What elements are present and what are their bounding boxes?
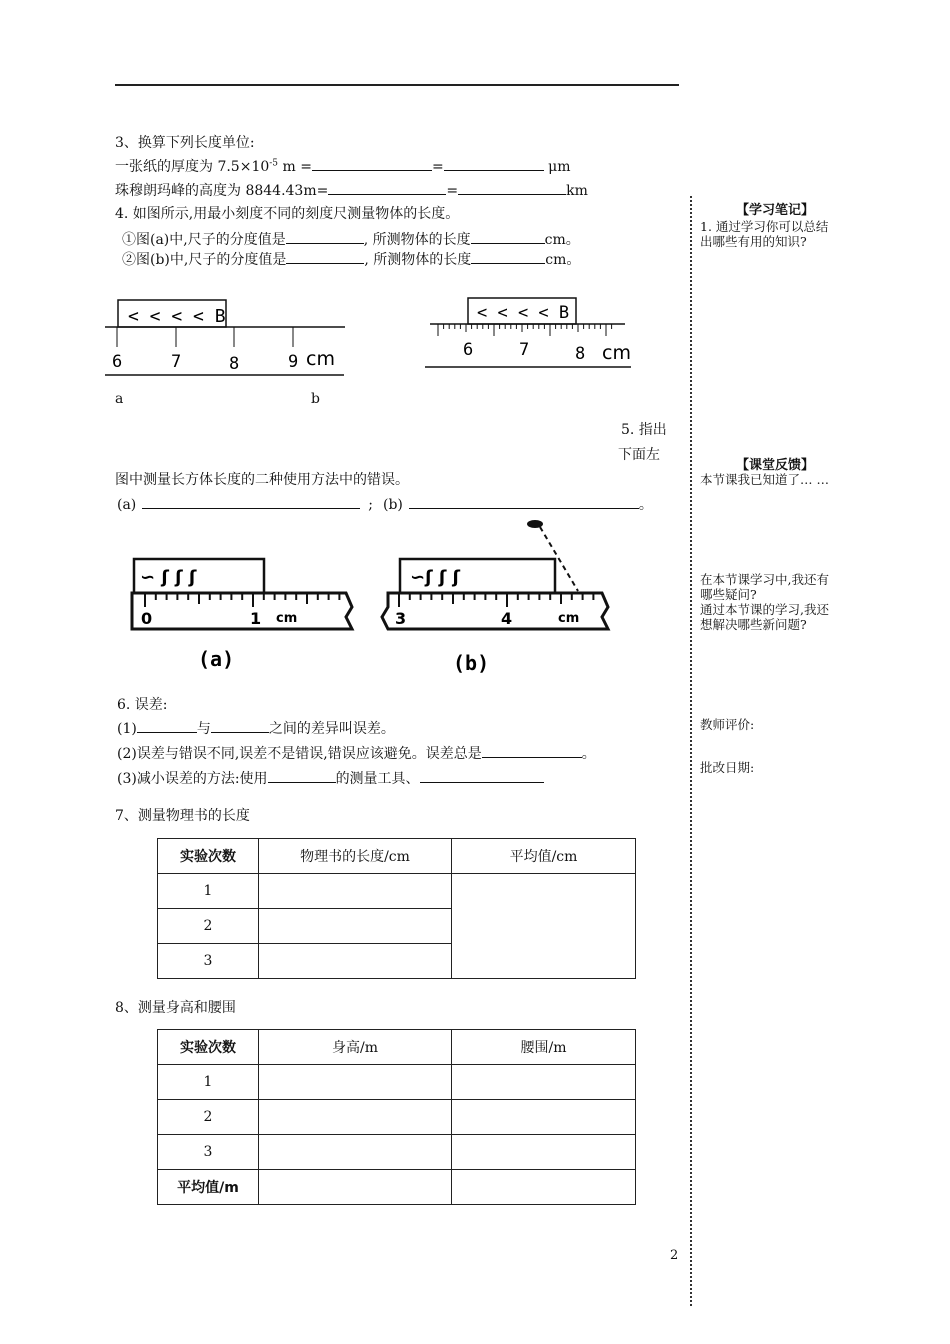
q3-blank-3[interactable]	[328, 180, 446, 195]
q8-cell-waist[interactable]	[452, 1100, 636, 1135]
q8-cell-waist[interactable]	[452, 1065, 636, 1100]
caption-b: b	[311, 391, 320, 407]
q4-l2-unit: cm。	[545, 252, 581, 268]
page-number: 2	[670, 1248, 679, 1263]
q4-blank-1[interactable]	[286, 229, 364, 244]
q3-blank-4[interactable]	[458, 180, 566, 195]
q5-block-b-marks: ∽ʃ ʃ ʃ	[410, 567, 461, 588]
q3-blank-2[interactable]	[444, 156, 544, 171]
q3-line2-text: 珠穆朗玛峰的高度为 8844.43m=	[115, 183, 329, 199]
q5-end: 。	[638, 497, 653, 513]
q5-blank-b[interactable]	[409, 494, 639, 509]
q5-ruler-b-label-1: 4	[501, 609, 513, 628]
q7-cell-average[interactable]	[452, 874, 636, 979]
q3-blank-1[interactable]	[312, 156, 432, 171]
q5-b-label: (b)	[383, 497, 403, 513]
q4-blank-4[interactable]	[471, 249, 545, 264]
q5-text-2: 下面左	[618, 447, 660, 463]
q6-l1-num: (1)	[117, 721, 137, 737]
q5-text-3: 图中测量长方体长度的二种使用方法中的错误。	[115, 472, 409, 488]
ruler-a-label-3: 9	[288, 352, 299, 372]
q3-line1	[115, 156, 571, 176]
q8-row-label: 2	[158, 1100, 259, 1135]
q4-title: 4. 如图所示,用最小刻度不同的刻度尺测量物体的长度。	[115, 206, 460, 222]
q8-cell-height[interactable]	[259, 1170, 452, 1205]
q4-l1-text: ①图(a)中,尺子的分度值是	[122, 232, 286, 248]
q8-header-waist: 腰围/m	[452, 1030, 636, 1065]
ruler-a-label-0: 6	[112, 352, 123, 372]
ruler-b-label-2: 8	[575, 344, 586, 364]
q5-sep: ;	[368, 497, 373, 513]
q5-answers	[117, 494, 653, 514]
q6-line2	[117, 743, 596, 763]
q8-row-label-average: 平均值/m	[158, 1170, 259, 1205]
feedback-text: 本节课我已知道了… …	[700, 472, 829, 487]
q6-blank-4[interactable]	[268, 768, 336, 783]
q7-title: 7、测量物理书的长度	[115, 808, 250, 824]
q8-row-label: 1	[158, 1065, 259, 1100]
q5-ruler-b-label-0: 3	[395, 609, 407, 628]
q6-line1	[117, 718, 395, 738]
ruler-a-unit: cm	[306, 348, 335, 370]
notes-title: 【学习笔记】	[735, 203, 814, 218]
q5-ruler-a-label-0: 0	[141, 609, 153, 628]
q8-cell-height[interactable]	[259, 1065, 452, 1100]
ruler-b-label-1: 7	[519, 340, 530, 360]
q6-blank-2[interactable]	[211, 718, 269, 733]
q6-blank-5[interactable]	[420, 768, 544, 783]
q3-line1-unit-m: m =	[278, 159, 312, 175]
q4-blank-2[interactable]	[471, 229, 545, 244]
q8-cell-waist[interactable]	[452, 1170, 636, 1205]
q6-l1-end: 之间的差异叫误差。	[268, 721, 395, 737]
q7-row-label: 2	[158, 909, 259, 944]
q5-block-a-marks: ∽ ʃ ʃ ʃ	[140, 567, 197, 588]
q5-ruler-a-label-1: 1	[250, 609, 262, 628]
feedback-title: 【课堂反馈】	[735, 458, 814, 473]
q8-table	[157, 1029, 636, 1205]
q5-caption-a: (a)	[198, 647, 235, 671]
q4-l2-mid: , 所测物体的长度	[364, 252, 472, 268]
header-rule	[115, 84, 679, 86]
q6-blank-3[interactable]	[482, 743, 582, 758]
q8-row-label: 3	[158, 1135, 259, 1170]
q6-title: 6. 误差:	[117, 697, 168, 713]
q6-line3	[117, 768, 544, 788]
q7-row-label: 3	[158, 944, 259, 979]
q8-cell-height[interactable]	[259, 1100, 452, 1135]
q8-cell-height[interactable]	[259, 1135, 452, 1170]
q3-line1-text: 一张纸的厚度为 7.5×10	[115, 159, 270, 175]
q5-figure-a	[128, 555, 358, 675]
block-a-label: < < < < B	[128, 306, 226, 327]
ruler-figure-b	[425, 293, 635, 373]
q5-figure-b	[378, 513, 613, 678]
q5-ruler-a-unit: cm	[276, 611, 298, 626]
ruler-a-label-1: 7	[171, 352, 182, 372]
q5-ruler-b-ticks	[399, 593, 593, 607]
q7-row-label: 1	[158, 874, 259, 909]
q4-blank-3[interactable]	[286, 249, 364, 264]
q7-cell-length[interactable]	[259, 874, 452, 909]
q6-blank-1[interactable]	[137, 718, 197, 733]
q6-l3-text: (3)减小误差的方法:使用	[117, 771, 268, 787]
q3-line2-eq: =	[446, 183, 459, 199]
q8-cell-waist[interactable]	[452, 1135, 636, 1170]
q8-header-trial: 实验次数	[158, 1030, 259, 1065]
q5-text-1: 5. 指出	[621, 422, 667, 438]
q3-exponent: -5	[269, 158, 279, 169]
grade-date: 批改日期:	[700, 760, 755, 775]
q6-l2-end: 。	[581, 746, 596, 762]
q5-ruler-a-ticks	[145, 593, 339, 607]
q3-title: 3、换算下列长度单位:	[115, 135, 255, 151]
block-b-label: < < < < B	[477, 303, 570, 323]
q8-title: 8、测量身高和腰围	[115, 1000, 236, 1016]
q4-line1	[122, 229, 580, 249]
q5-ruler-b-unit: cm	[558, 611, 580, 626]
q5-blank-a[interactable]	[142, 494, 360, 509]
q4-l1-unit: cm。	[544, 232, 580, 248]
ruler-b-minor-ticks	[438, 324, 612, 336]
ruler-a-label-2: 8	[229, 354, 240, 374]
ruler-figure-a	[100, 295, 355, 380]
q7-cell-length[interactable]	[259, 944, 452, 979]
ruler-b-label-0: 6	[463, 340, 474, 360]
ruler-b-unit: cm	[602, 342, 631, 364]
questions-text: 在本节课学习中,我还有哪些疑问? 通过本节课的学习,我还想解决哪些新问题?	[700, 572, 829, 632]
q3-line2	[115, 180, 588, 200]
q3-line2-unit: km	[566, 183, 588, 199]
q7-header-trial: 实验次数	[158, 839, 259, 874]
q4-line2	[122, 249, 580, 269]
q6-l2-text: (2)误差与错误不同,误差不是错误,错误应该避免。误差总是	[117, 746, 482, 762]
q4-l1-mid: , 所测物体的长度	[363, 232, 471, 248]
notes-text: 1. 通过学习你可以总结出哪些有用的知识?	[700, 219, 829, 249]
q8-header-height: 身高/m	[259, 1030, 452, 1065]
teacher-eval: 教师评价:	[700, 717, 755, 732]
caption-a: a	[115, 391, 124, 407]
q7-header-length: 物理书的长度/cm	[259, 839, 452, 874]
q3-line1-unit: μm	[543, 159, 571, 175]
q6-l1-and: 与	[196, 721, 211, 737]
q3-line1-eq: =	[431, 159, 444, 175]
q7-header-average: 平均值/cm	[452, 839, 636, 874]
q7-table	[157, 838, 636, 979]
q5-a-label: (a)	[117, 497, 137, 513]
sidebar-divider	[690, 196, 692, 1306]
q4-l2-text: ②图(b)中,尺子的分度值是	[122, 252, 287, 268]
q7-cell-length[interactable]	[259, 909, 452, 944]
q6-l3-mid: 的测量工具、	[335, 771, 420, 787]
q5-caption-b: (b)	[453, 651, 490, 675]
